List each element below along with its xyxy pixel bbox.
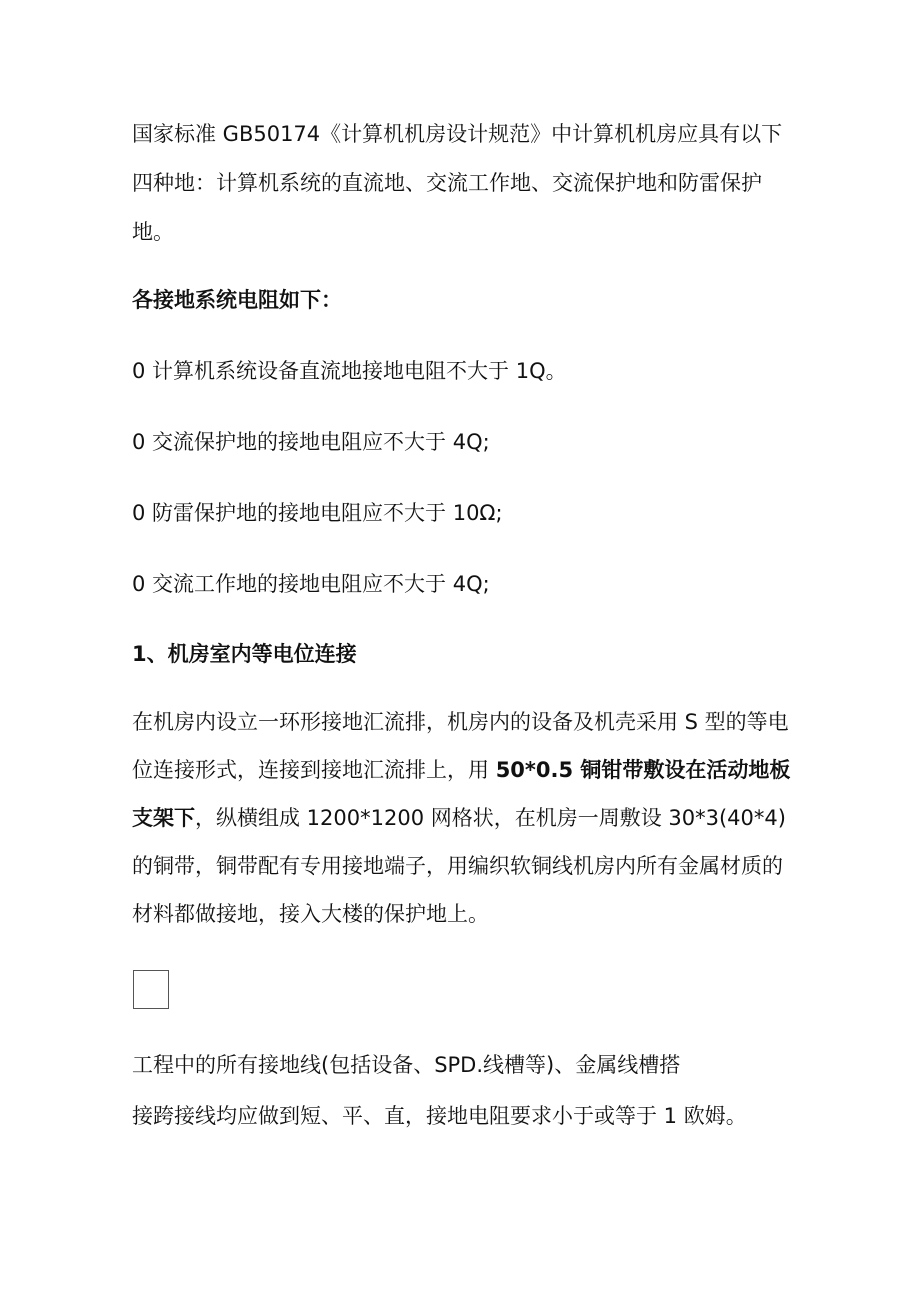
note-line-2: 接跨接线均应做到短、平、直，接地电阻要求小于或等于 1 欧姆。 — [132, 1104, 747, 1128]
resistance-heading: 各接地系统电阻如下： — [132, 288, 342, 312]
section1-body-bold: 50*0.5 铜钳带敷设在活动地板支架下 — [132, 758, 791, 830]
intro-paragraph: 国家标准 GB50174《计算机机房设计规范》中计算机机房应具有以下四种地：计算机系统的直流地、交流工作地、交流保护地和防雷保护地。 — [132, 122, 783, 244]
section1-heading: 1、机房室内等电位连接 — [132, 642, 357, 666]
resistance-item-lightning: 0 防雷保护地的接地电阻应不大于 10Ω; — [132, 501, 503, 525]
section1-body-part1: 在机房内设立一环形接地汇流排，机房内的设备及机壳采用 S 型的等电位连接形式，连接到接地汇流排上，用 — [132, 710, 789, 782]
resistance-item-dc: 0 计算机系统设备直流地接地电阻不大于 1Q。 — [132, 359, 567, 383]
resistance-item-ac-working: 0 交流工作地的接地电阻应不大于 4Q; — [132, 572, 490, 596]
section1-body-part2: ，纵横组成 1200*1200 网格状，在机房一周敷设 30*3(40*4)的铜带，铜带配有专用接地端子，用编织软铜线机房内所有金属材质的材料都做接地，接入大楼的保护地上。 — [132, 806, 786, 926]
section1-body — [132, 698, 802, 938]
image-placeholder — [133, 970, 169, 1009]
resistance-item-ac-protection: 0 交流保护地的接地电阻应不大于 4Q; — [132, 430, 490, 454]
note-line-1: 工程中的所有接地线(包括设备、SPD.线槽等)、金属线槽搭 — [132, 1053, 681, 1077]
